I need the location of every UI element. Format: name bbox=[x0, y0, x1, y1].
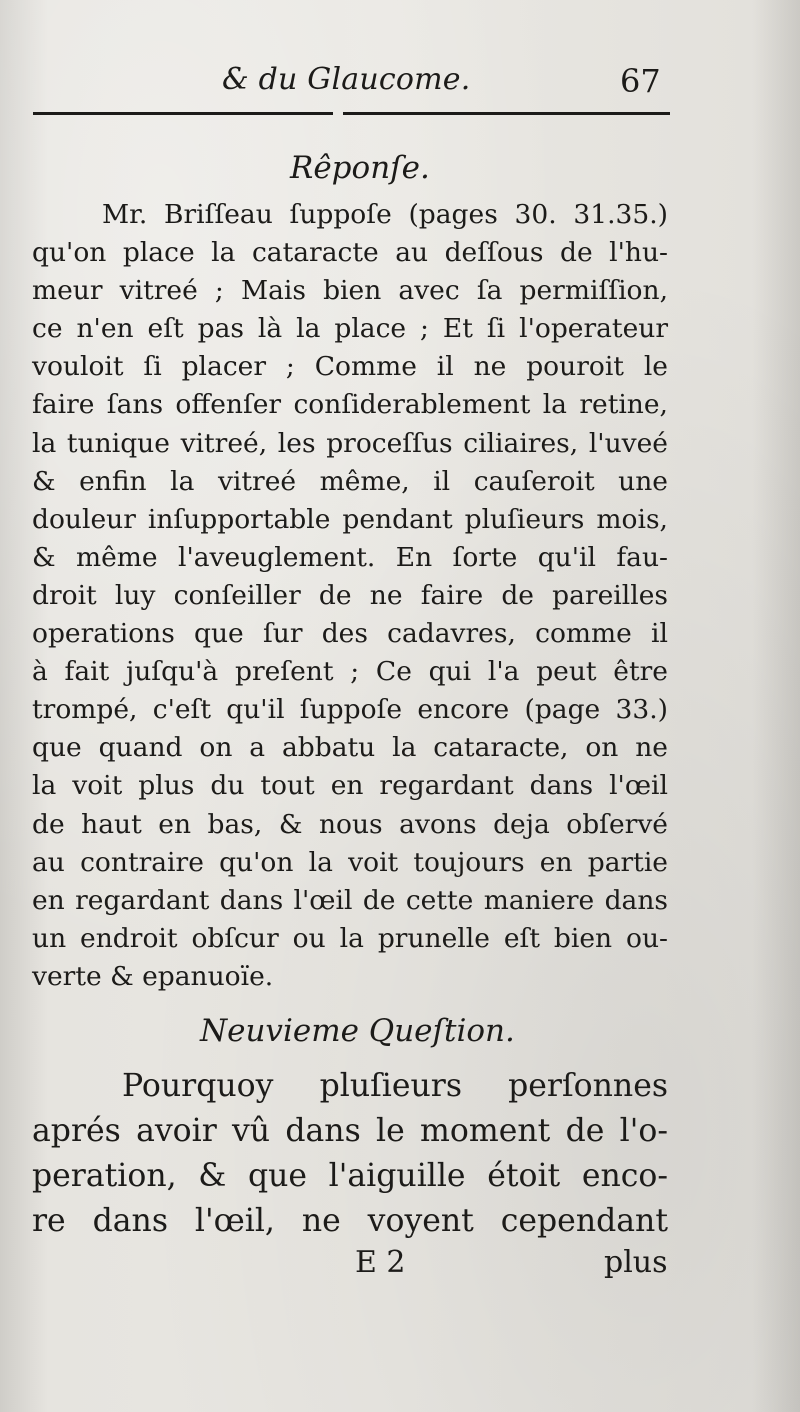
text-line: re dans l'œil, ne voyent cependant bbox=[32, 1203, 668, 1239]
text-line: Pourquoy pluſieurs perſonnes bbox=[122, 1068, 668, 1104]
page-number: 67 bbox=[620, 62, 661, 100]
text-line: en regardant dans l'œil de cette maniere dans bbox=[32, 884, 668, 916]
question-paragraph bbox=[32, 1064, 668, 1244]
text-line: ce n'en eſt pas là la place ; Et ſi l'operateur bbox=[32, 313, 668, 345]
text-line: un endroit obſcur ou la prunelle eſt bien ou- bbox=[32, 922, 668, 954]
header-rule-left bbox=[33, 112, 333, 115]
text-line: & même l'aveuglement. En ſorte qu'il fau- bbox=[32, 541, 668, 573]
text-line: vouloit ſi placer ; Comme il ne pouroit le bbox=[32, 351, 668, 383]
text-line: la tunique vitreé, les proceſſus ciliaires, l'uveé bbox=[32, 427, 668, 459]
text-line: douleur inſupportable pendant pluſieurs mois, bbox=[32, 503, 668, 535]
question-heading: Neuvieme Queſtion. bbox=[200, 1013, 515, 1049]
text-line: faire ſans offenſer conſiderablement la retine, bbox=[32, 389, 668, 421]
text-line: à fait juſqu'à preſent ; Ce qui l'a peut être bbox=[32, 656, 668, 688]
text-line: droit luy conſeiller de ne faire de pareilles bbox=[32, 579, 668, 611]
text-line: peration, & que l'aiguille étoit enco- bbox=[32, 1158, 668, 1194]
text-line: qu'on place la cataracte au deſſous de l'hu- bbox=[32, 237, 668, 269]
catchword: plus bbox=[604, 1245, 668, 1280]
signature-mark: E 2 bbox=[355, 1245, 406, 1280]
text-line: la voit plus du tout en regardant dans l'œil bbox=[32, 770, 668, 802]
text-line: verte & epanuoïe. bbox=[32, 960, 274, 992]
text-line: que quand on a abbatu la cataracte, on ne bbox=[32, 732, 668, 764]
reponse-paragraph bbox=[32, 196, 668, 996]
running-head: & du Glaucome. bbox=[222, 62, 471, 97]
text-line: au contraire qu'on la voit toujours en partie bbox=[32, 846, 668, 878]
text-line: operations que ſur des cadavres, comme il bbox=[32, 618, 668, 650]
text-line: aprés avoir vû dans le moment de l'o- bbox=[32, 1113, 668, 1149]
reponse-heading: Rêponſe. bbox=[290, 150, 430, 186]
text-line: Mr. Briſſeau ſuppoſe (pages 30. 31.35.) bbox=[102, 199, 668, 230]
header-rule-right bbox=[343, 112, 670, 115]
text-line: de haut en bas, & nous avons deja obſervé bbox=[32, 808, 668, 840]
text-line: & enfin la vitreé même, il cauſeroit une bbox=[32, 465, 668, 497]
text-line: meur vitreé ; Mais bien avec ſa permiſſion, bbox=[32, 275, 668, 307]
text-line: trompé, c'eſt qu'il ſuppoſe encore (page 33.) bbox=[32, 694, 668, 726]
